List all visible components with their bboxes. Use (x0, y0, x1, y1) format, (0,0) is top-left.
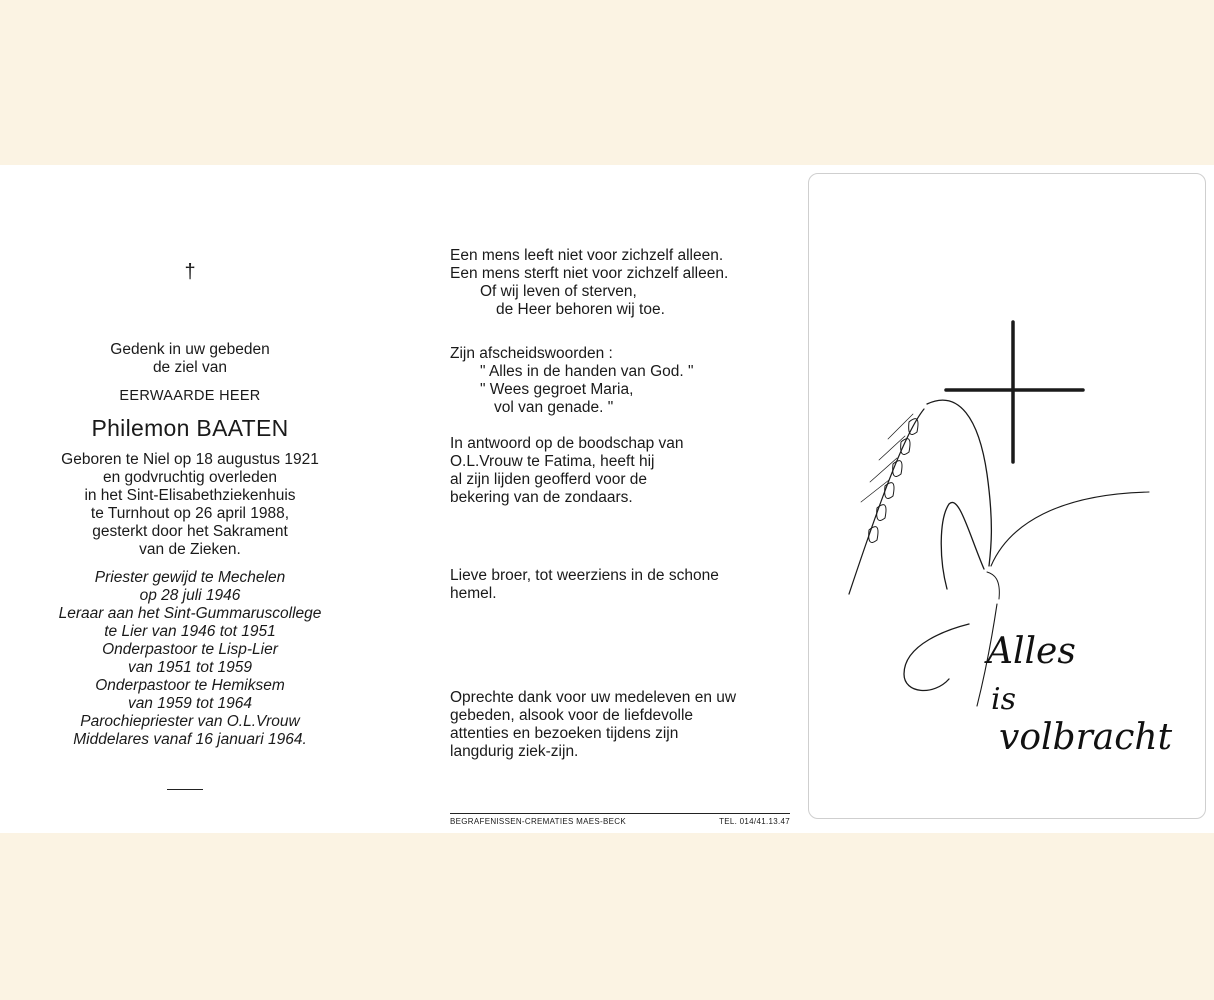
cross-icon: † (184, 261, 196, 283)
paragraph-line: al zijn lijden geofferd voor de (450, 471, 648, 488)
paragraph-line: attenties en bezoeken tijdens zijn (450, 725, 679, 742)
detail-line: te Turnhout op 26 april 1988, (90, 505, 290, 522)
deceased-name: Philemon BAATEN (91, 415, 289, 441)
paragraph-line: In antwoord op de boodschap van (450, 435, 684, 452)
birth-death-details (30, 451, 350, 559)
farewell-words (450, 345, 795, 417)
career-details (30, 569, 350, 749)
farewell-heading: Zijn afscheidswoorden : (450, 345, 613, 362)
career-line: Parochiepriester van O.L.Vrouw (80, 713, 300, 730)
farewell-line: vol van genade. " (494, 399, 614, 416)
honorific-title: EERWAARDE HEER (119, 388, 261, 404)
funeral-home-name: BEGRAFENISSEN-CREMATIES MAES-BECK (450, 817, 627, 826)
verse-line: de Heer behoren wij toe. (496, 301, 665, 318)
detail-line: en godvruchtig overleden (102, 469, 278, 486)
memorial-text (30, 341, 350, 749)
verse-line: Of wij leven of sterven, (480, 283, 637, 300)
memory-line: Gedenk in uw gebeden (110, 341, 270, 358)
career-line: van 1951 tot 1959 (127, 659, 253, 676)
career-line: Leraar aan het Sint-Gummaruscollege (58, 605, 322, 622)
paragraph-line: langdurig ziek-zijn. (450, 743, 579, 760)
paragraph-line: gebeden, alsook voor de liefdevolle (450, 707, 694, 724)
memorial-card-spread (0, 165, 1214, 833)
paragraph-line: Lieve broer, tot weerziens in de schone (450, 567, 719, 584)
career-line: Middelares vanaf 16 januari 1964. (73, 731, 307, 748)
farewell-line: " Alles in de handen van God. " (480, 363, 694, 380)
detail-line: in het Sint-Elisabethziekenhuis (84, 487, 296, 504)
thanks-paragraph (450, 689, 795, 761)
middle-panel (450, 165, 795, 833)
career-line: te Lier van 1946 tot 1951 (104, 623, 276, 640)
career-line: van 1959 tot 1964 (127, 695, 253, 712)
farewell-line: " Wees gegroet Maria, (480, 381, 634, 398)
left-panel (30, 165, 350, 833)
brother-farewell (450, 567, 795, 603)
verse-line: Een mens sterft niet voor zichzelf alleen. (450, 265, 729, 282)
calligraphy-line: volbracht (999, 717, 1173, 758)
detail-line: van de Zieken. (139, 541, 241, 558)
career-line: op 28 juli 1946 (139, 587, 241, 604)
detail-line: gesterkt door het Sakrament (92, 523, 288, 540)
detail-line: Geboren te Niel op 18 augustus 1921 (61, 451, 319, 468)
funeral-home-footer (450, 813, 790, 827)
paragraph-line: Oprechte dank voor uw medeleven en uw (450, 689, 737, 706)
verse (450, 247, 795, 319)
career-line: Onderpastoor te Hemiksem (95, 677, 285, 694)
funeral-home-phone: TEL. 014/41.13.47 (719, 817, 790, 826)
fatima-paragraph (450, 435, 795, 507)
calligraphy-line: Alles (987, 631, 1076, 672)
career-line: Priester gewijd te Mechelen (94, 569, 286, 586)
career-line: Onderpastoor te Lisp-Lier (102, 641, 278, 658)
paragraph-line: O.L.Vrouw te Fatima, heeft hij (450, 453, 655, 470)
divider (167, 789, 203, 790)
verse-line: Een mens leeft niet voor zichzelf alleen. (450, 247, 724, 264)
paragraph-line: bekering van de zondaars. (450, 489, 633, 506)
memory-line: de ziel van (152, 359, 228, 376)
paragraph-line: hemel. (450, 585, 497, 602)
calligraphy-line: is (991, 682, 1016, 717)
image-card (808, 173, 1206, 819)
